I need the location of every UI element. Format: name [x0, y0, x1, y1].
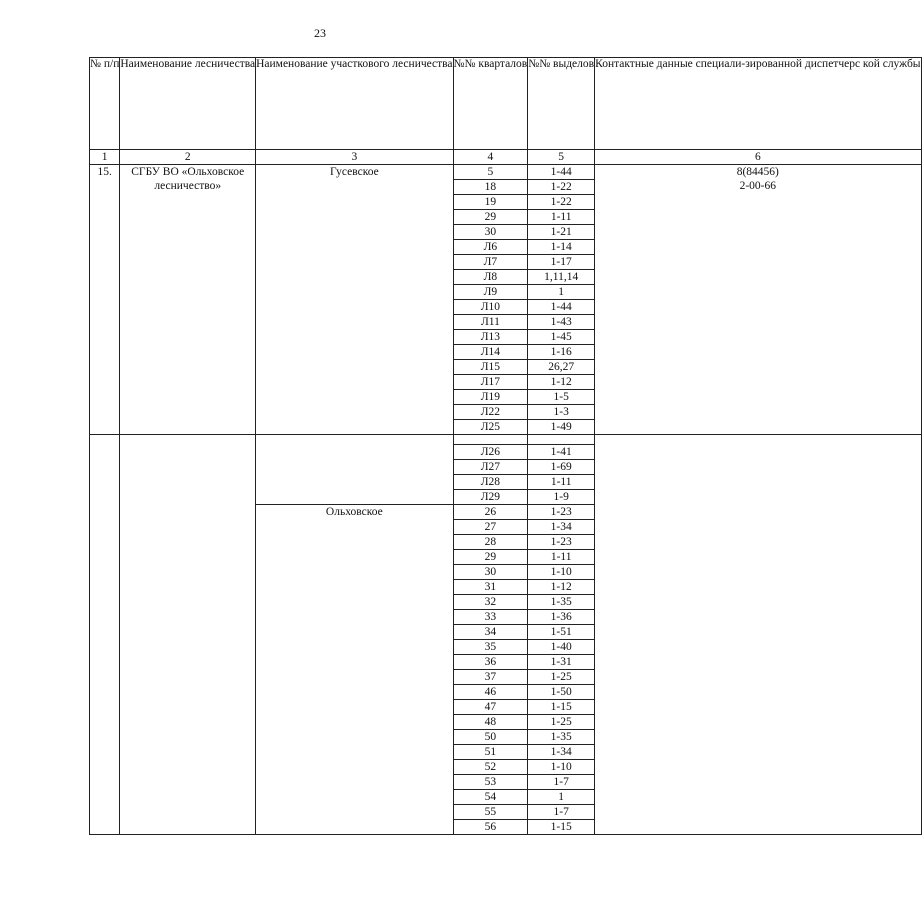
header-no: № п/п	[90, 58, 120, 150]
quarter-cell: 31	[453, 580, 528, 595]
quarter-cell: 37	[453, 670, 528, 685]
separator-cell	[256, 435, 453, 445]
header-district: Наименование участкового лесничества	[256, 58, 453, 150]
page-number: 23	[314, 26, 326, 40]
quarter-cell: 26	[453, 505, 528, 520]
header-forestry: Наименование лесничества	[120, 58, 256, 150]
table-row	[90, 445, 922, 460]
quarter-cell: Л9	[453, 285, 528, 300]
quarter-cell: 36	[453, 655, 528, 670]
quarter-cell: 19	[453, 195, 528, 210]
quarter-cell: Л7	[453, 255, 528, 270]
contact-cell-cont	[595, 445, 921, 835]
sections-cell: 1-12	[528, 375, 595, 390]
quarter-cell: 32	[453, 595, 528, 610]
column-number: 4	[453, 150, 528, 165]
sections-cell: 1-3	[528, 405, 595, 420]
sections-cell: 1-44	[528, 165, 595, 180]
sections-cell: 1-34	[528, 520, 595, 535]
quarter-cell: 56	[453, 820, 528, 835]
sections-cell: 1-31	[528, 655, 595, 670]
sections-cell: 1-7	[528, 805, 595, 820]
quarter-cell: Л25	[453, 420, 528, 435]
separator-cell	[453, 435, 528, 445]
quarter-cell: Л11	[453, 315, 528, 330]
sections-cell: 1-40	[528, 640, 595, 655]
quarter-cell: 29	[453, 210, 528, 225]
sections-cell: 1-49	[528, 420, 595, 435]
district-name: Ольховское	[256, 505, 453, 835]
sections-cell: 1	[528, 285, 595, 300]
column-number: 1	[90, 150, 120, 165]
quarter-cell: 55	[453, 805, 528, 820]
sections-cell: 1-23	[528, 535, 595, 550]
header-sections: №№ выделов	[528, 58, 595, 150]
sections-cell: 1-51	[528, 625, 595, 640]
sections-cell: 1-36	[528, 610, 595, 625]
contact-phone-code: 8(84456)	[736, 166, 779, 178]
district-name: Гусевское	[256, 165, 453, 435]
quarter-cell: 30	[453, 225, 528, 240]
quarter-cell: 27	[453, 520, 528, 535]
quarter-cell: Л29	[453, 490, 528, 505]
entry-number-cont	[90, 445, 120, 835]
sections-cell: 1-35	[528, 730, 595, 745]
table-row	[90, 165, 922, 180]
forestry-table	[89, 57, 922, 835]
contact-cell	[595, 165, 921, 435]
quarter-cell: Л6	[453, 240, 528, 255]
quarter-cell: 50	[453, 730, 528, 745]
separator-cell	[595, 435, 921, 445]
sections-cell: 1-11	[528, 210, 595, 225]
quarter-cell: Л15	[453, 360, 528, 375]
quarter-cell: 34	[453, 625, 528, 640]
sections-cell: 1-44	[528, 300, 595, 315]
sections-cell: 1,11,14	[528, 270, 595, 285]
quarter-cell: 46	[453, 685, 528, 700]
quarter-cell: Л14	[453, 345, 528, 360]
quarter-cell: 18	[453, 180, 528, 195]
quarter-cell: 35	[453, 640, 528, 655]
separator-cell	[528, 435, 595, 445]
sections-cell: 1-21	[528, 225, 595, 240]
sections-cell: 1-7	[528, 775, 595, 790]
sections-cell: 1-69	[528, 460, 595, 475]
quarter-cell: 53	[453, 775, 528, 790]
sections-cell: 1-50	[528, 685, 595, 700]
sections-cell: 1-14	[528, 240, 595, 255]
quarter-cell: Л28	[453, 475, 528, 490]
quarter-cell: 48	[453, 715, 528, 730]
sections-cell: 1-41	[528, 445, 595, 460]
sections-cell: 1-15	[528, 700, 595, 715]
sections-cell: 1-22	[528, 195, 595, 210]
sections-cell: 1-25	[528, 670, 595, 685]
sections-cell: 1-43	[528, 315, 595, 330]
column-number: 6	[595, 150, 921, 165]
separator-cell	[120, 435, 256, 445]
sections-cell: 1-25	[528, 715, 595, 730]
sections-cell: 1-10	[528, 565, 595, 580]
quarter-cell: Л27	[453, 460, 528, 475]
contact-phone: 2-00-66	[739, 180, 777, 192]
sections-cell: 1-12	[528, 580, 595, 595]
sections-cell: 1-34	[528, 745, 595, 760]
forestry-name-cont	[120, 445, 256, 835]
section-separator-row	[90, 435, 922, 445]
quarter-cell: Л13	[453, 330, 528, 345]
quarter-cell: Л19	[453, 390, 528, 405]
sections-cell: 1	[528, 790, 595, 805]
header-row	[90, 58, 922, 150]
forestry-name: СГБУ ВО «Ольховское лесничество»	[120, 165, 256, 435]
quarter-cell: 33	[453, 610, 528, 625]
quarter-cell: Л22	[453, 405, 528, 420]
separator-cell	[90, 435, 120, 445]
quarter-cell: 47	[453, 700, 528, 715]
sections-cell: 1-11	[528, 475, 595, 490]
quarter-cell: 51	[453, 745, 528, 760]
quarter-cell: 54	[453, 790, 528, 805]
entry-number: 15.	[90, 165, 120, 435]
quarter-cell: 52	[453, 760, 528, 775]
sections-cell: 1-35	[528, 595, 595, 610]
quarter-cell: Л26	[453, 445, 528, 460]
sections-cell: 26,27	[528, 360, 595, 375]
sections-cell: 1-5	[528, 390, 595, 405]
sections-cell: 1-17	[528, 255, 595, 270]
sections-cell: 1-16	[528, 345, 595, 360]
column-number: 5	[528, 150, 595, 165]
quarter-cell: 29	[453, 550, 528, 565]
sections-cell: 1-23	[528, 505, 595, 520]
quarter-cell: 30	[453, 565, 528, 580]
quarter-cell: Л10	[453, 300, 528, 315]
column-number: 2	[120, 150, 256, 165]
quarter-cell: 5	[453, 165, 528, 180]
sections-cell: 1-22	[528, 180, 595, 195]
header-contacts: Контактные данные специали-зированной диспетчерс кой службы	[595, 58, 921, 150]
quarter-cell: 28	[453, 535, 528, 550]
district-name-cont	[256, 445, 453, 505]
column-number: 3	[256, 150, 453, 165]
sections-cell: 1-45	[528, 330, 595, 345]
sections-cell: 1-15	[528, 820, 595, 835]
header-quarters: №№ кварталов	[453, 58, 528, 150]
sections-cell: 1-11	[528, 550, 595, 565]
quarter-cell: Л17	[453, 375, 528, 390]
sections-cell: 1-9	[528, 490, 595, 505]
quarter-cell: Л8	[453, 270, 528, 285]
sections-cell: 1-10	[528, 760, 595, 775]
column-number-row	[90, 150, 922, 165]
